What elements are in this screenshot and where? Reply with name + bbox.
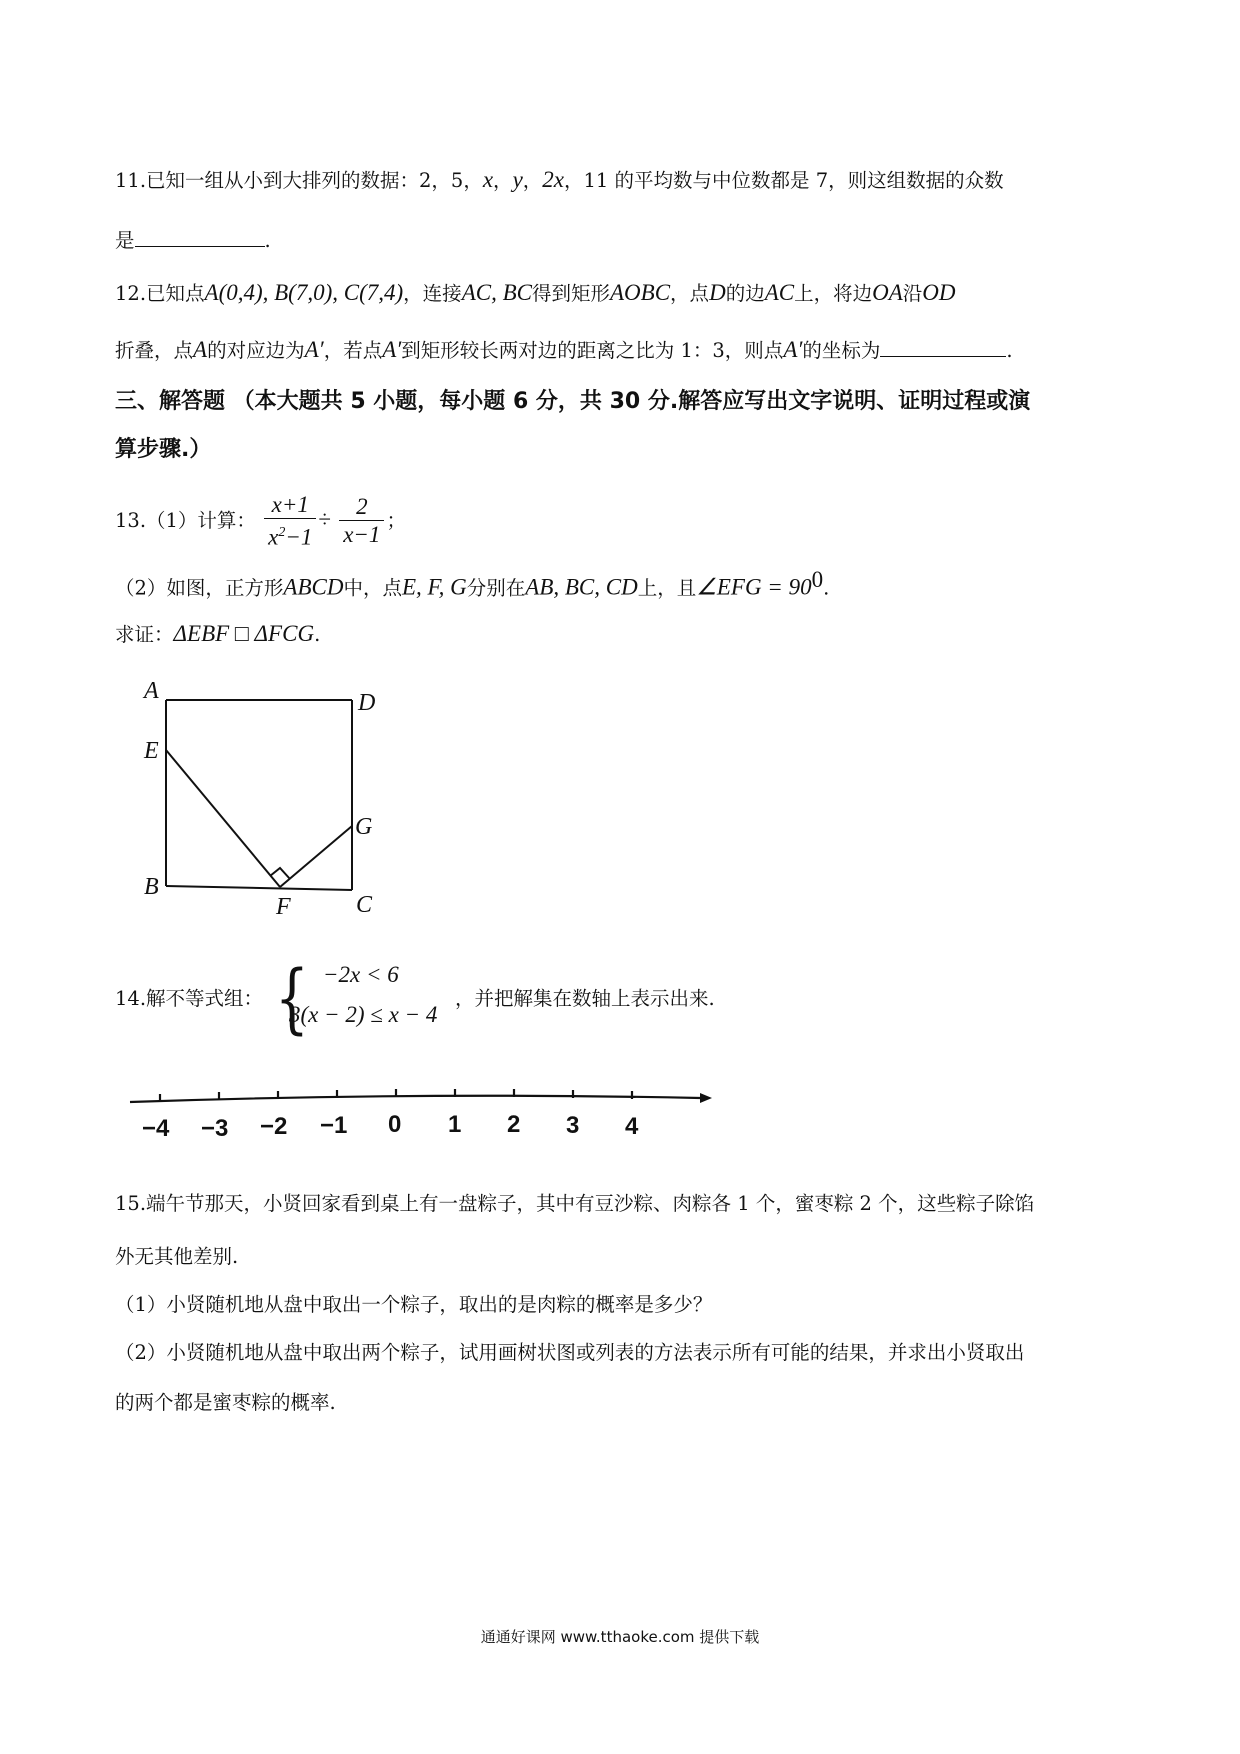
q12-text: 到矩形较长两对边的距离之比为 1：3，则点 bbox=[401, 339, 784, 362]
angle-expression: ∠EFG = 90 bbox=[696, 574, 812, 600]
q13-math: AB, BC, CD bbox=[525, 574, 638, 600]
q13-prove bbox=[115, 620, 320, 649]
prove-expression: ΔEBF □ ΔFCG bbox=[173, 621, 315, 646]
q13-math: E, F, G bbox=[402, 574, 467, 600]
q12-text: 折叠，点 bbox=[115, 339, 194, 362]
q13-label: 13.（1）计算： bbox=[115, 509, 256, 532]
q12-math: A bbox=[193, 337, 208, 362]
q11-var-2x: 2x bbox=[542, 167, 565, 192]
arrow-head-icon bbox=[700, 1093, 712, 1103]
q13-text: 中，点 bbox=[343, 576, 402, 600]
q13-period: . bbox=[823, 576, 830, 600]
q12-math: AOBC bbox=[609, 280, 671, 305]
q12-math: A′ bbox=[783, 337, 803, 362]
label-b: B bbox=[144, 874, 159, 900]
q12-math: AC bbox=[764, 280, 795, 305]
q12-math: AC, BC bbox=[461, 280, 532, 305]
page-footer: 通通好课网 www.tthaoke.com 提供下载 bbox=[480, 1628, 760, 1646]
q12-text: ，点 bbox=[670, 282, 710, 305]
fraction-numerator: x+1 bbox=[264, 492, 316, 519]
q11-var-y: y bbox=[512, 167, 523, 192]
q11-comma: ， bbox=[522, 169, 543, 192]
label-d: D bbox=[358, 690, 376, 716]
tick-label: 1 bbox=[448, 1111, 462, 1138]
number-line bbox=[120, 1078, 720, 1148]
fraction-denominator: x−1 bbox=[343, 522, 381, 547]
q15-line2: 外无其他差别. bbox=[115, 1245, 239, 1268]
section-heading: 三、解答题 （本大题共 5 小题，每小题 6 分，共 30 分.解答应写出文字说明、证明过程或演 bbox=[115, 389, 1031, 414]
tick-label: −4 bbox=[142, 1115, 170, 1142]
inequality-system bbox=[275, 953, 465, 1042]
q13-period: . bbox=[314, 623, 321, 646]
q13-text: 分别在 bbox=[466, 576, 526, 600]
segment-ef bbox=[166, 750, 280, 887]
q13-part2 bbox=[115, 566, 829, 603]
q11-line2 bbox=[115, 226, 271, 255]
q12-text: ，连接 bbox=[403, 282, 462, 305]
tick-label: 2 bbox=[507, 1111, 521, 1138]
system-brace: { bbox=[275, 953, 309, 1042]
tick-label: 3 bbox=[566, 1112, 580, 1139]
fraction-numerator: 2 bbox=[339, 494, 384, 521]
tick-label: −1 bbox=[320, 1112, 348, 1139]
fraction-denominator bbox=[264, 519, 316, 552]
q12-line1 bbox=[115, 279, 956, 308]
q11-line2-text: 是 bbox=[115, 229, 135, 252]
q12-points: A(0,4), B(7,0), C(7,4) bbox=[204, 280, 404, 305]
label-c: C bbox=[356, 892, 373, 918]
prove-label: 求证： bbox=[115, 623, 174, 646]
segment-fg bbox=[280, 826, 352, 887]
q11-line1 bbox=[115, 166, 1004, 195]
q14-label: 14.解不等式组： bbox=[115, 987, 264, 1010]
q12-text: 的坐标为 bbox=[802, 339, 881, 362]
semicolon: ； bbox=[386, 509, 406, 532]
q12-text: 上，将边 bbox=[794, 282, 873, 305]
tick-label: −3 bbox=[201, 1115, 229, 1142]
q11-period: . bbox=[264, 229, 271, 252]
q12-math: A′ bbox=[382, 337, 402, 362]
number-line-axis bbox=[130, 1096, 700, 1102]
q11-comma: ， bbox=[493, 169, 513, 192]
q15-part1: （1）小贤随机地从盘中取出一个粽子，取出的是肉粽的概率是多少？ bbox=[115, 1293, 713, 1316]
q15-part2-cont: 的两个都是蜜枣粽的概率. bbox=[115, 1391, 336, 1414]
q11-var-x: x bbox=[482, 167, 494, 192]
q12-period: . bbox=[1006, 339, 1013, 362]
q12-text: ，若点 bbox=[323, 339, 383, 362]
tick-label: −2 bbox=[260, 1113, 288, 1140]
q11-text: 11.已知一组从小到大排列的数据：2，5， bbox=[115, 169, 483, 192]
divide-sign: ÷ bbox=[318, 507, 331, 532]
q13-text: （2）如图，正方形 bbox=[115, 576, 284, 600]
fraction-2 bbox=[339, 494, 384, 549]
degree-mark: 0 bbox=[811, 567, 824, 592]
tick-label: 0 bbox=[388, 1111, 402, 1138]
q12-text: 得到矩形 bbox=[531, 282, 610, 305]
den-exponent: 2 bbox=[278, 524, 286, 540]
q15-part2: （2）小贤随机地从盘中取出两个粽子，试用画树状图或列表的方法表示所有可能的结果，并求出小贤取出 bbox=[115, 1341, 1025, 1364]
inequality-1: −2x < 6 bbox=[323, 962, 399, 987]
q12-math: OA bbox=[872, 280, 903, 305]
q13-text: 上，且 bbox=[637, 576, 697, 600]
q11-text-tail: ，11 的平均数与中位数都是 7，则这组数据的众数 bbox=[564, 169, 1004, 192]
label-e: E bbox=[144, 738, 159, 764]
q12-text: 的边 bbox=[725, 282, 765, 305]
q12-math: D bbox=[709, 280, 726, 305]
q13-math: ABCD bbox=[283, 574, 344, 600]
label-g: G bbox=[355, 814, 373, 840]
q14-instruction: ，并把解集在数轴上表示出来. bbox=[455, 987, 715, 1010]
label-a: A bbox=[144, 678, 159, 704]
inequality-2: 3(x − 2) ≤ x − 4 bbox=[289, 1002, 438, 1027]
side-bc bbox=[166, 886, 352, 890]
q12-text: 的对应边为 bbox=[207, 339, 305, 362]
q13-part1 bbox=[115, 490, 406, 551]
den-base: x bbox=[268, 524, 279, 550]
q15-line1: 15.端午节那天，小贤回家看到桌上有一盘粽子，其中有豆沙粽、肉粽各 1 个，蜜枣粽 2 个，这些粽子除馅 bbox=[115, 1192, 1035, 1215]
q12-math: A′ bbox=[304, 337, 324, 362]
den-tail: −1 bbox=[285, 524, 313, 550]
q12-math: OD bbox=[922, 280, 956, 305]
square-figure bbox=[140, 676, 400, 920]
q12-text: 沿 bbox=[902, 282, 923, 305]
q12-line2 bbox=[115, 336, 1013, 365]
q12-text: 12.已知点 bbox=[115, 282, 205, 305]
q11-answer-blank[interactable] bbox=[135, 226, 265, 247]
section-heading-cont: 算步骤.） bbox=[115, 437, 212, 462]
fraction-1 bbox=[264, 492, 316, 552]
tick-label: 4 bbox=[625, 1113, 639, 1140]
label-f: F bbox=[276, 894, 291, 920]
q12-answer-blank[interactable] bbox=[880, 336, 1006, 357]
